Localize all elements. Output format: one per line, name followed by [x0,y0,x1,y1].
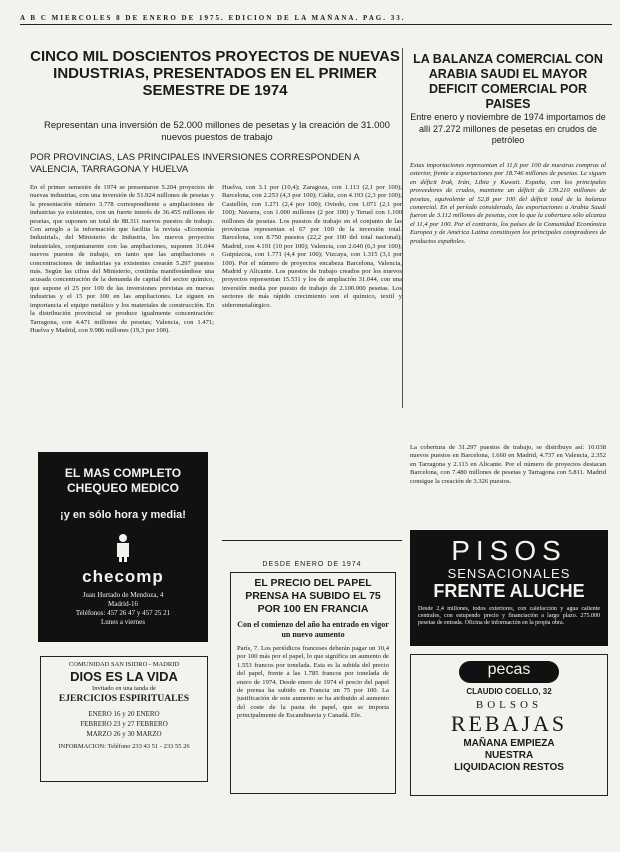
ad-ejercicios-dates1: ENERO 16 y 20 ENERO [88,710,160,718]
ad-chequeo-phones: Teléfonos: 457 26 47 y 457 25 21 [75,609,171,617]
ad-chequeo-address: Juan Hurtado de Mendoza, 4 [82,591,164,599]
header-rule [20,24,612,25]
column-divider [402,48,403,408]
ad-chequeo [38,452,208,642]
papel-box [230,572,396,794]
ad-chequeo-line3: ¡y en sólo hora y media! [60,509,186,521]
papel-deck: Con el comienzo del año ha entrado en vigor un nuevo aumento [237,620,389,639]
ad-pisos-line1: PISOS [451,535,567,566]
main-subhead: Representan una inversión de 52.000 millones de pesetas y la creación de 31.000 nuevos puestos de trabajo [44,120,390,143]
ad-ejercicios-event: EJERCICIOS ESPIRITUALES [58,694,190,704]
ad-ejercicios-org: COMUNIDAD SAN ISIDRO - MADRID [68,661,180,668]
right-continuation: La cobertura de 31.297 puestos de trabajo, se distribuye así: 10.038 nuevos puestos en Barcelona, 1.660 en Madrid, 4.737 en Valencia, 2.352 en Tarragona y 2.113 en Alicante. Por el número de proyectos destacan Barcelona, con 7.480 millones de pesetas y Tarragona con 5.811. Madrid consigue la creación de 3.326 puestos. [410,444,606,485]
ad-pecas-sale: REBAJAS [450,711,568,736]
ad-chequeo-logo: checomp [82,567,164,586]
ad-ejercicios-title: DIOS ES LA VIDA [70,669,178,684]
ad-ejercicios-dates3: MARZO 26 y 30 MARZO [86,730,162,738]
ad-pisos-line2: SENSACIONALES [447,566,571,581]
ad-chequeo-line1: EL MAS COMPLETO [64,466,182,480]
medical-figure-icon [38,532,208,567]
ad-pecas-item: BOLSOS [475,699,543,711]
ad-ejercicios-invite: Invitado en una tanda de [92,685,156,692]
papel-body: París, 7. Los periódicos franceses deberán pagar un 10,4 por 100 más por el papel, lo que significa un aumento de 1.553 francos por tonelada. Esta es la subida del precio del papel, frente a las 1.785 francos por tonelada de enero de 1974. Desde enero de 1974 el precio del papel de prensa ha subido en Francia un 75 por 100. La justificación de este aumento se ha atribuido al aumento del coste de la pasta de papel, que se importa principalmente de Escandinavia y Canadá. Efe. [237,645,389,720]
right-body: Estas importaciones representan el 11,6 por 100 de nuestras compras al exterior, frente a exportaciones por 18.746 millones de pesetas. Le siguen en déficit Irak, Irán, Libia y Kuwait. España, con los principales proveedores de crudos, mantiene un déficit de 139.210 millones de pesetas, equivalente al 52,8 por 100 del déficit total de la balanza comercial. En el período considerado, las exportaciones a Arabia Saudí fueron de 3.112 millones de pesetas, con lo que la cobertura sólo alcanza el 11,4 por 100. Por el contrario, los países de la Comunidad Económica Europea y de América Latina constituyen los principales compradores de productos españoles. [410,162,606,245]
ad-chequeo-city: Madrid-16 [108,600,138,608]
papel-headline: EL PRECIO DEL PAPEL PRENSA HA SUBIDO EL 75 POR 100 EN FRANCIA [245,577,381,615]
ad-ejercicios-dates2: FEBRERO 23 y 27 FEBRERO [80,720,168,728]
ad-pecas [410,654,608,796]
right-subhead: Entre enero y noviembre de 1974 importamos de allí 27.272 millones de pesetas en crudos de petróleo [410,112,606,145]
ad-pecas-l3: LIQUIDACION RESTOS [454,762,564,773]
ad-pecas-l2: NUESTRA [484,750,534,761]
ad-pecas-brand: pecas [459,661,559,683]
ad-chequeo-line2: CHEQUEO MEDICO [66,481,179,495]
main-kicker: POR PROVINCIAS, LAS PRINCIPALES INVERSIONES CORRESPONDEN A VALENCIA, TARRAGONA Y HUELVA [30,152,360,175]
ad-pecas-address: CLAUDIO COELLO, 32 [466,687,552,696]
papel-rule [222,540,402,541]
ad-pisos-line3: FRENTE ALUCHE [433,581,585,601]
ad-chequeo-hours: Lunes a viernes [101,618,145,626]
ad-ejercicios [40,656,208,782]
papel-kicker: DESDE ENERO DE 1974 [262,561,362,568]
ad-ejercicios-info: INFORMACION: Teléfono 233 43 51 - 233 55 26 [58,743,190,750]
main-col2: Huelva, con 3.1 por (10,4); Zaragoza, con 1.113 (2,1 por 100); Barcelona, con 2.253 (4,3 por 100); Cádiz, con 4.193 (2,3 por 100); Castellón, con 1.271 (2,4 por 100); Oviedo, con 1.071 (2,1 por 100); Navarra, con 1.000 millones (2 por 100) y Teruel con 1.100 millones de pesetas. Los puestos de trabajo en el conjunto de las provincias representan el 67 por 100 de la inversión total. Barcelona, con 8.750 puestos (22,2 por 100 del total nacional); Madrid, con 4.191 (10 por 100); Valencia, con 2.640 (6,3 por 100); Guipúzcoa, con 1.771 (4,4 por 100); Vizcaya, con 1.315 (3,1 por 100). Por el número de proyectos encabeza Barcelona, Valencia, Madrid y Alicante. Los puestos de trabajo creados por los nuevos proyectos representan 15.531 y los de ampliación 31.044, con una inversión media por puesto de trabajo de 2.100.000 pesetas. Los sectores de más rápido crecimiento son el químico, textil y siderometalúrgico. [222,184,402,309]
main-col1: En el primer semestre de 1974 se presentaron 5.204 proyectos de nuevas industrias, con una inversión de 51.924 millones de pesetas y la presentación número 3.778 correspondiente a ampliaciones de industrias ya existentes, con un fuerte interés de 36.455 millones de pesetas, que suponen un total de 88.311 nuevos puestos de trabajo. Con arreglo a la información que facilita la revista «Economía Industrial», del Ministerio de Industria, los nuevos proyectos industriales, conjuntamente con las ampliaciones, suponen 31.044 nuevos puestos de trabajo, en tanto que las ampliaciones o concentraciones de industrias ya existentes crearán 5.297 puestos más. Según las cifras del Ministerio, continúa manifestándose una acusada concentración de la demanda de capital del sector químico, que supone el 25 por 100 de las inversiones previstas en nuevas industrias y el 15 por 100 en las ampliaciones. Le siguen en importancia el equipo metálico y los materiales de construcción. En la distribución provincial se produce igualmente concentración: Tarragona, con 4.471 millones de pesetas; Valencia, con 1.471; Huelva y Madrid, con 9.986 millones (19,3 por 100). [30,184,214,334]
right-headline: LA BALANZA COMERCIAL CON ARABIA SAUDI EL MAYOR DEFICIT COMERCIAL POR PAISES [413,52,603,111]
page-header: A B C MIERCOLES 8 DE ENERO DE 1975. EDICION DE LA MAÑANA. PAG. 33. [20,14,406,22]
ad-pecas-l1: MAÑANA EMPIEZA [463,738,555,749]
main-headline: CINCO MIL DOSCIENTOS PROYECTOS DE NUEVAS INDUSTRIAS, PRESENTADOS EN EL PRIMER SEMESTRE DE 1974 [30,48,400,99]
ad-pisos [410,530,608,646]
ad-pisos-body: Desde 2,4 millones, todos exteriores, con calefacción y agua caliente centrales, con estupendo precio y financiación a largo plazo. 275.000 pesetas de entrada. Oficina de información en la propia obra. [418,606,600,626]
